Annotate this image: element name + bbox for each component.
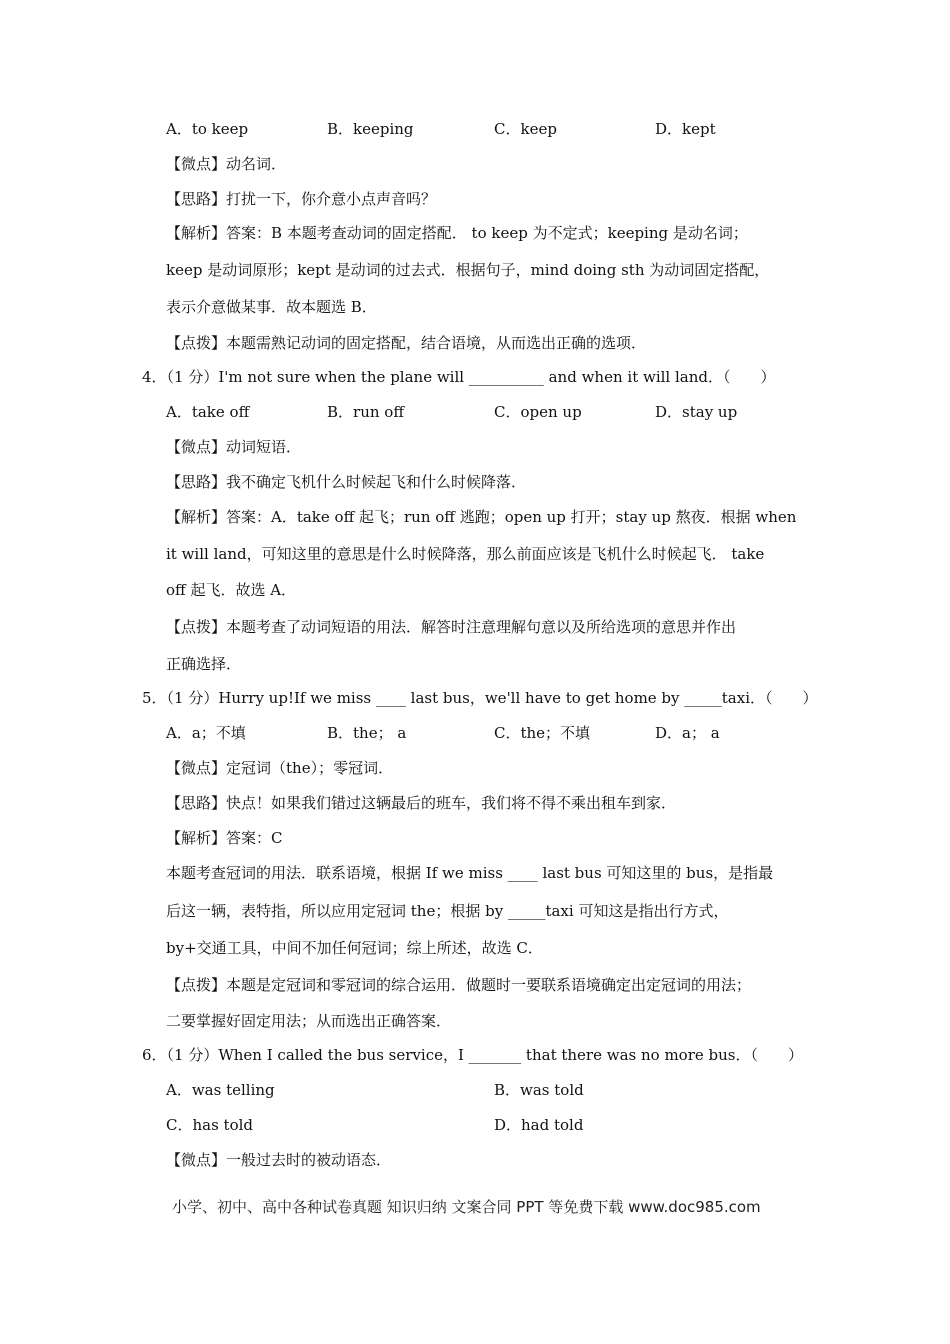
q4-jiexi-line: it will land，可知这里的意思是什么时候降落，那么前面应该是飞机什么时候起飞． take: [166, 545, 765, 563]
q5-question: 5．（1 分）Hurry up!If we miss ____ last bus，we'll have to get home by _____taxi．（ ）: [142, 689, 818, 707]
q4-jiexi-line: 【解析】答案：A．take off 起飞；run off 逃跑；open up 打开；stay up 熬夜．根据 when: [166, 508, 797, 526]
q5-option-b: B．the； a: [327, 724, 407, 742]
q5-option-c: C．the；不填: [494, 724, 591, 742]
q3-option-a: A．to keep: [166, 120, 249, 138]
q4-option-a: A．take off: [166, 403, 250, 421]
q5-option-d: D．a； a: [655, 724, 720, 742]
q3-silu: 【思路】打扰一下，你介意小点声音吗？: [166, 190, 437, 208]
q6-option-d: D．had told: [494, 1116, 584, 1134]
q6-option-a: A．was telling: [166, 1081, 275, 1099]
q5-option-a: A．a；不填: [166, 724, 246, 742]
q5-dianbo-line: 【点拨】本题是定冠词和零冠词的综合运用．做题时一要联系语境确定出定冠词的用法；: [166, 976, 752, 994]
q3-jiexi-line: 表示介意做某事．故本题选 B．: [166, 298, 377, 316]
q4-question: 4．（1 分）I'm not sure when the plane will __________ and when it will land．（ ）: [142, 368, 776, 386]
q5-jiexi-line: 【解析】答案：C: [166, 829, 283, 847]
q3-jiexi-line: 【解析】答案：B 本题考查动词的固定搭配． to keep 为不定式；keeping 是动名词；: [166, 224, 748, 242]
q5-silu: 【思路】快点！如果我们错过这辆最后的班车，我们将不得不乘出租车到家．: [166, 794, 677, 812]
q3-option-b: B．keeping: [327, 120, 414, 138]
q6-option-b: B．was told: [494, 1081, 584, 1099]
q5-jiexi-line: 本题考查冠词的用法．联系语境，根据 If we miss ____ last bus 可知这里的 bus，是指最: [166, 864, 774, 882]
q3-option-d: D．kept: [655, 120, 716, 138]
q3-dianbo: 【点拨】本题需熟记动词的固定搭配，结合语境，从而选出正确的选项．: [166, 334, 647, 352]
q5-jiexi-line: by+交通工具，中间不加任何冠词；综上所述，故选 C．: [166, 939, 543, 957]
q4-option-d: D．stay up: [655, 403, 738, 421]
q5-dianbo-line: 二要掌握好固定用法；从而选出正确答案．: [166, 1012, 452, 1030]
q5-weidian: 【微点】定冠词（the）；零冠词．: [166, 759, 394, 777]
q4-option-b: B．run off: [327, 403, 404, 421]
q6-option-c: C．has told: [166, 1116, 254, 1134]
q3-option-c: C．keep: [494, 120, 557, 138]
q4-dianbo-line: 【点拨】本题考查了动词短语的用法．解答时注意理解句意以及所给选项的意思并作出: [166, 618, 737, 636]
q4-dianbo-line: 正确选择．: [166, 655, 242, 673]
q4-silu: 【思路】我不确定飞机什么时候起飞和什么时候降落．: [166, 473, 527, 491]
q3-jiexi-line: keep 是动词原形；kept 是动词的过去式．根据句子，mind doing sth 为动词固定搭配，: [166, 261, 770, 279]
q6-weidian: 【微点】一般过去时的被动语态．: [166, 1151, 392, 1169]
q4-weidian: 【微点】动词短语．: [166, 438, 302, 456]
page-footer: 小学、初中、高中各种试卷真题 知识归纳 文案合同 PPT 等免费下载 www.doc985.com: [172, 1198, 761, 1216]
q3-weidian: 【微点】动名词．: [166, 155, 287, 173]
q4-jiexi-line: off 起飞．故选 A．: [166, 581, 297, 599]
q4-option-c: C．open up: [494, 403, 582, 421]
q6-question: 6．（1 分）When I called the bus service，I _______ that there was no more bus．（ ）: [142, 1046, 803, 1064]
q5-jiexi-line: 后这一辆，表特指，所以应用定冠词 the；根据 by _____taxi 可知这是指出行方式，: [166, 902, 729, 920]
